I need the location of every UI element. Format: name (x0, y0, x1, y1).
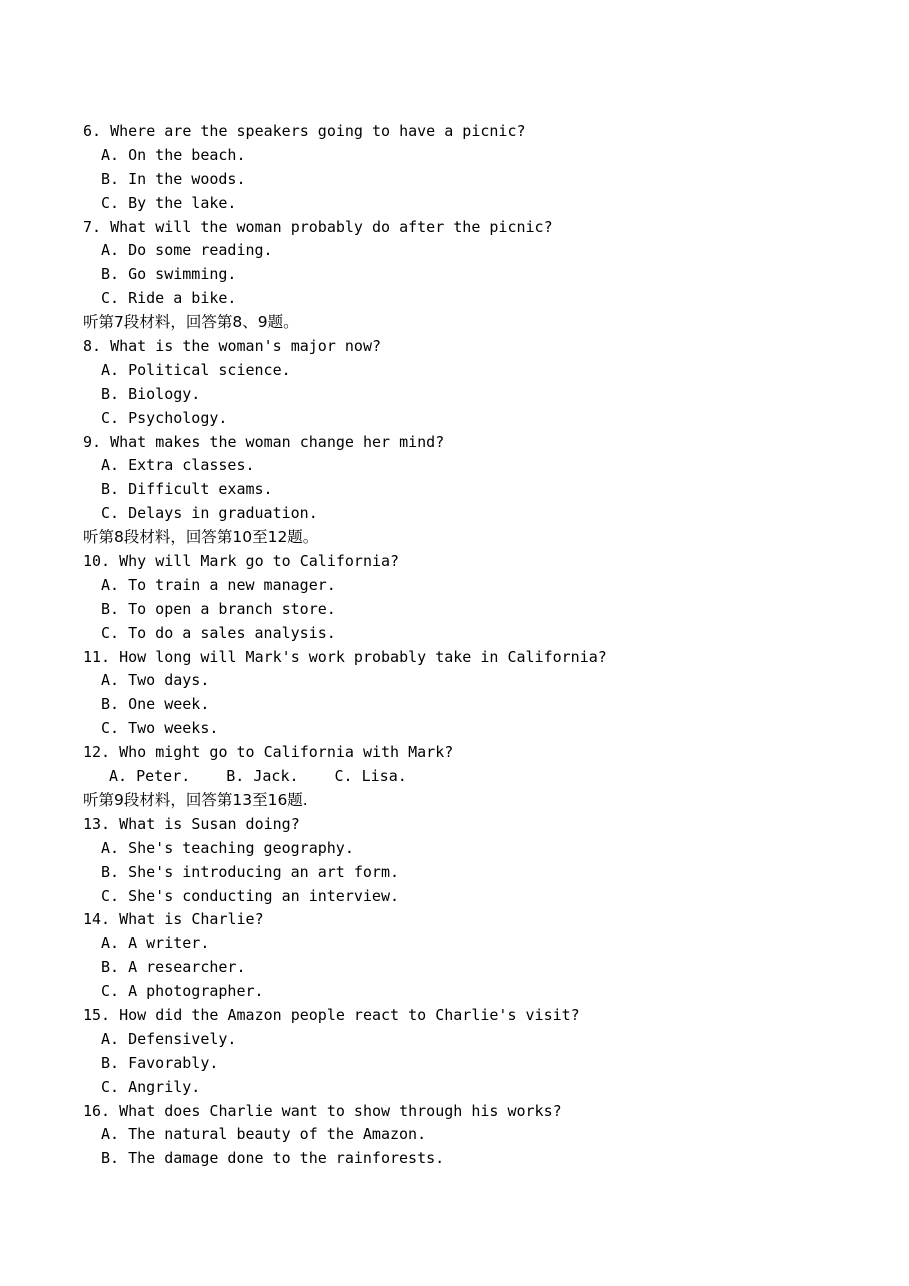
question-text: 13. What is Susan doing? (83, 814, 300, 833)
question-text: 10. Why will Mark go to California? (83, 552, 400, 571)
question-text: 12. Who might go to California with Mark? (83, 743, 454, 762)
section-instruction: 听第9段材料，回答第13至16题. (83, 790, 308, 809)
answer-option: C. Psychology. (101, 408, 228, 427)
answer-option: C. To do a sales analysis. (101, 623, 336, 642)
answer-option: B. In the woods. (101, 169, 246, 188)
answer-options-row (83, 765, 883, 789)
answer-option: C. By the lake. (101, 193, 237, 212)
section-instruction: 听第7段材料，回答第8、9题。 (83, 313, 299, 332)
question-text: 6. Where are the speakers going to have a picnic? (83, 122, 526, 140)
answer-option: B. Difficult exams. (101, 480, 273, 499)
document-page (83, 120, 883, 1171)
answer-option: A. Peter. (109, 767, 191, 786)
answer-option: B. Go swimming. (101, 265, 237, 284)
answer-option: C. A photographer. (101, 982, 264, 1001)
answer-option: C. Angrily. (101, 1077, 201, 1096)
answer-option: B. Favorably. (101, 1053, 219, 1072)
answer-option: A. Defensively. (101, 1029, 237, 1048)
answer-option: C. Two weeks. (101, 719, 219, 738)
answer-option: A. On the beach. (101, 145, 246, 164)
question-text: 16. What does Charlie want to show through his works? (83, 1101, 562, 1120)
question-text: 14. What is Charlie? (83, 910, 264, 929)
answer-option: C. Delays in graduation. (101, 504, 318, 523)
question-text: 9. What makes the woman change her mind? (83, 432, 445, 451)
answer-option: A. Two days. (101, 671, 210, 690)
answer-option: B. Jack. (226, 767, 299, 786)
question-text: 15. How did the Amazon people react to Charlie's visit? (83, 1005, 580, 1024)
answer-option: B. To open a branch store. (101, 599, 336, 618)
answer-option: B. She's introducing an art form. (101, 862, 400, 881)
answer-option: A. A writer. (101, 934, 210, 953)
answer-option: A. The natural beauty of the Amazon. (101, 1125, 427, 1144)
answer-option: B. One week. (101, 695, 210, 714)
answer-option: A. Do some reading. (101, 241, 273, 260)
answer-option: B. The damage done to the rainforests. (101, 1149, 445, 1168)
answer-option: A. To train a new manager. (101, 575, 336, 594)
question-text: 7. What will the woman probably do after the picnic? (83, 217, 553, 236)
answer-option: B. Biology. (101, 384, 201, 403)
question-text: 8. What is the woman's major now? (83, 337, 382, 356)
answer-option: B. A researcher. (101, 958, 246, 977)
answer-option: A. She's teaching geography. (101, 838, 354, 857)
section-instruction: 听第8段材料，回答第10至12题。 (83, 528, 319, 547)
answer-option: C. Lisa. (334, 767, 407, 786)
question-text: 11. How long will Mark's work probably take in California? (83, 647, 607, 666)
answer-option: A. Political science. (101, 360, 291, 379)
answer-option: A. Extra classes. (101, 456, 255, 475)
answer-option: C. Ride a bike. (101, 289, 237, 308)
answer-option: C. She's conducting an interview. (101, 886, 400, 905)
